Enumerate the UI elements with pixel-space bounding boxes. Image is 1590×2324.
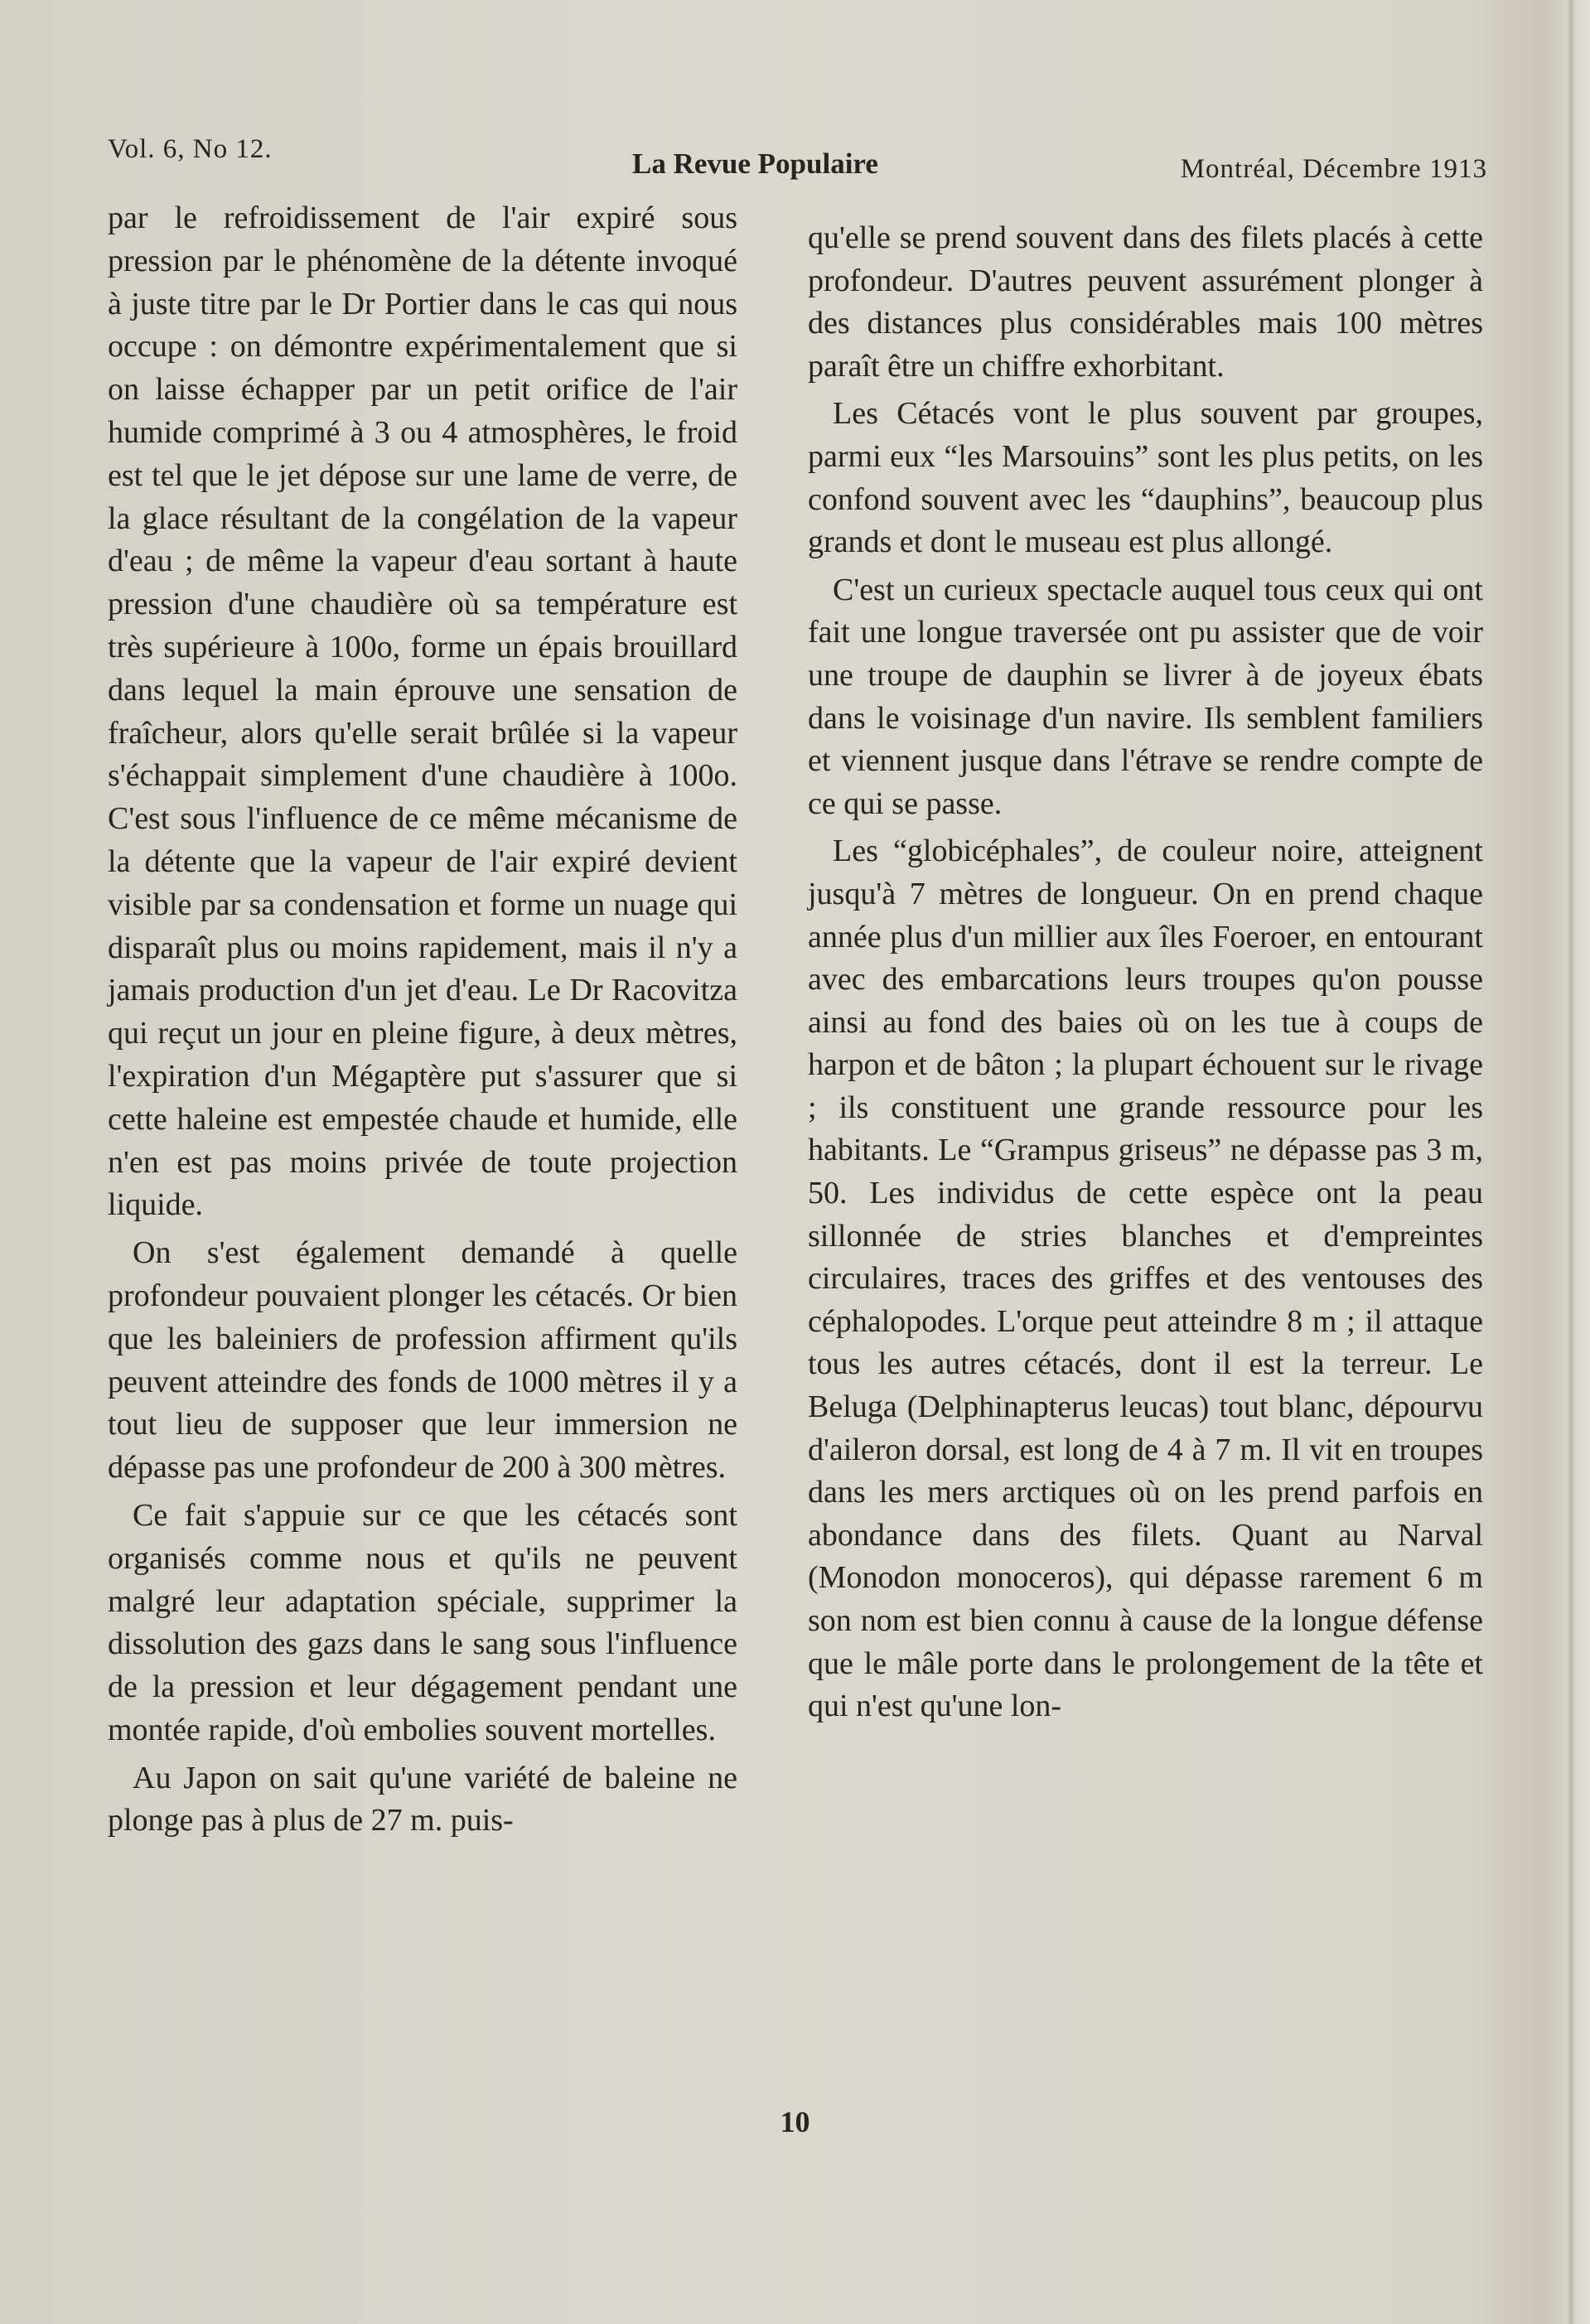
journal-title: La Revue Populaire: [632, 147, 878, 180]
volume-number: Vol. 6, No 12.: [108, 134, 273, 164]
paragraph: Ce fait s'appuie sur ce que les cétacés sont organisés comme nous et qu'ils ne peuvent malgré leur adaptation spéciale, supprimer la dissolution des gazs dans le sang sous l'influence de la pression et leur dégagement pendant une montée rapide, d'où embolies souvent mortelles.: [108, 1497, 737, 1747]
paragraph: qu'elle se prend souvent dans des filets placés à cette profondeur. D'autres peuvent assurément plonger à des distances plus considérables mais 100 mètres paraît être un chiffre exhorbitant.: [808, 220, 1483, 384]
paragraph: On s'est également demandé à quelle profondeur pouvaient plonger les cétacés. Or bien que les baleiniers de profession affirment qu'ils peuvent atteindre des fonds de 1000 mètres il y a tout lieu de supposer que leur immersion ne dépasse pas une profondeur de 200 à 300 mètres.: [108, 1235, 737, 1486]
right-column: [808, 217, 1483, 1733]
page-number: 10: [780, 2105, 810, 2138]
paragraph: Au Japon on sait qu'une variété de baleine ne plonge pas à plus de 27 m. puis-: [108, 1760, 737, 1838]
left-column: [108, 197, 737, 1848]
place-date: Montréal, Décembre 1913: [1180, 154, 1487, 184]
paragraph: C'est un curieux spectacle auquel tous ceux qui ont fait une longue traversée ont pu assister que de voir une troupe de dauphin se livrer à de joyeux ébats dans le voisinage d'un navire. Ils semblent familiers et viennent jusque dans l'étrave se rendre compte de ce qui se passe.: [808, 572, 1483, 821]
paragraph: Les “globicéphales”, de couleur noire, atteignent jusqu'à 7 mètres de longueur. On en prend chaque année plus d'un millier aux îles Foeroer, en entourant avec des embarcations leurs troupes qu'on pousse ainsi au fond des baies où on les tue à coups de harpon et de bâton ; la plupart échouent sur le rivage ; ils constituent une grande ressource pour les habitants. Le “Grampus griseus” ne dépasse pas 3 m, 50. Les individus de cette espèce ont la peau sillonnée de stries blanches et d'empreintes circulaires, traces des griffes et des ventouses des céphalopodes. L'orque peut atteindre 8 m ; il attaque tous les autres cétacés, dont il est la terreur. Le Beluga (Delphinapterus leucas) tout blanc, dépourvu d'aileron dorsal, est long de 4 à 7 m. Il vit en troupes dans les mers arctiques où on les prend parfois en abondance dans des filets. Quant au Narval (Monodon monoceros), qui dépasse rarement 6 m son nom est bien connu à cause de la longue défense que le mâle porte dans le prolongement de la tête et qui n'est qu'une lon-: [808, 833, 1483, 1724]
page-edge-shadow: [1567, 0, 1575, 2324]
running-header: [108, 134, 1487, 184]
paragraph: par le refroidissement de l'air expiré sous pression par le phénomène de la détente invoqué à juste titre par le Dr Portier dans le cas qui nous occupe : on démontre expérimentalement que si on laisse échapper par un petit orifice de l'air humide comprimé à 3 ou 4 atmosphères, le froid est tel que le jet dépose sur une lame de verre, de la glace résultant de la congélation de la vapeur d'eau ; de même la vapeur d'eau sortant à haute pression d'une chaudière où sa température est très supérieure à 100o, forme un épais brouillard dans lequel la main éprouve une sensation de fraîcheur, alors qu'elle serait brûlée si la vapeur s'échappait simplement d'une chaudière à 100o. C'est sous l'influence de ce même mécanisme de la détente que la vapeur de l'air expiré devient visible par sa condensation et forme un nuage qui disparaît plus ou moins rapidement, mais il n'y a jamais production d'un jet d'eau. Le Dr Racovitza qui reçut un jour en pleine figure, à deux mètres, l'expiration d'un Mégaptère put s'assurer que si cette haleine est empestée chaude et humide, elle n'en est pas moins privée de toute projection liquide.: [108, 201, 737, 1223]
paragraph: Les Cétacés vont le plus souvent par groupes, parmi eux “les Marsouins” sont les plus petits, on les confond souvent avec les “dauphins”, beaucoup plus grands et dont le museau est plus allongé.: [808, 396, 1483, 560]
